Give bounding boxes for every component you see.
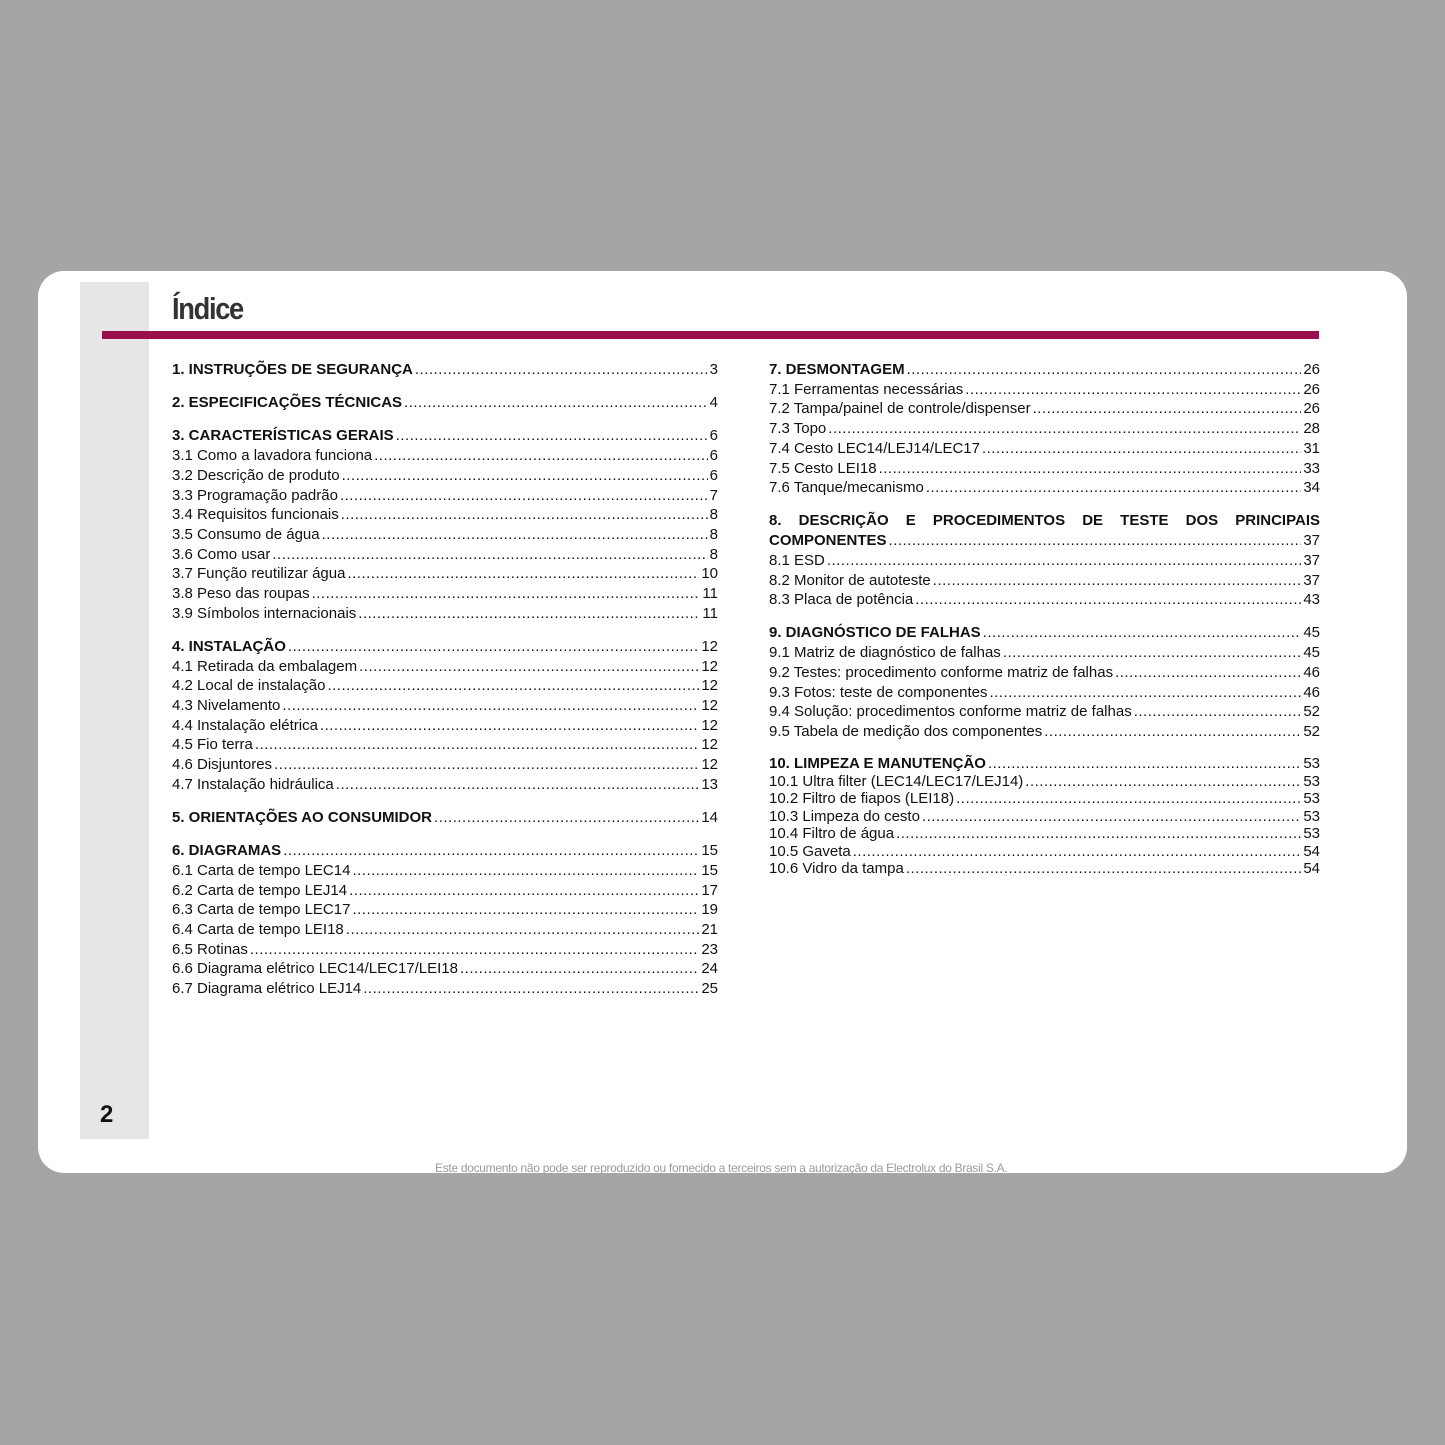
toc-page-number: 54 (1303, 860, 1320, 878)
toc-entry-label: 7.6 Tanque/mecanismo (769, 479, 924, 497)
toc-heading-label: 4. INSTALAÇÃO (172, 637, 286, 655)
toc-entry-label: 6.5 Rotinas (172, 940, 248, 958)
toc-entry[interactable] (172, 775, 718, 795)
toc-page-number: 8 (709, 545, 718, 563)
dot-leader (879, 459, 1302, 479)
dot-leader (320, 716, 699, 736)
toc-page-number: 45 (1303, 644, 1320, 662)
toc-entry[interactable] (769, 459, 1320, 479)
toc-entry[interactable] (172, 564, 718, 584)
dot-leader (956, 790, 1301, 808)
toc-page-number: 46 (1303, 683, 1320, 701)
toc-left-column (172, 360, 718, 1012)
toc-page-number: 17 (701, 881, 718, 899)
toc-entry[interactable] (172, 881, 718, 901)
toc-entry[interactable] (769, 419, 1320, 439)
toc-page-number: 26 (1303, 400, 1320, 418)
toc-entry[interactable] (172, 861, 718, 881)
toc-entry-label: 9.3 Fotos: teste de componentes (769, 683, 988, 701)
toc-entry-label: 6.7 Diagrama elétrico LEJ14 (172, 980, 362, 998)
toc-entry[interactable] (172, 486, 718, 506)
toc-entry[interactable] (769, 380, 1320, 400)
toc-entry[interactable] (769, 790, 1320, 808)
toc-page-number: 53 (1303, 755, 1320, 773)
toc-entry[interactable] (769, 439, 1320, 459)
toc-entry-label: 10.1 Ultra filter (LEC14/LEC17/LEJ14) (769, 772, 1024, 790)
toc-page-number: 33 (1303, 459, 1320, 477)
toc-entry-label: 3.4 Requisitos funcionais (172, 506, 339, 524)
toc-entry-label: 3.9 Símbolos internacionais (172, 604, 357, 622)
toc-page-number: 15 (701, 861, 718, 879)
dot-leader (926, 478, 1301, 498)
dot-leader (989, 683, 1301, 703)
toc-entry-label: 3.7 Função reutilizar água (172, 565, 346, 583)
toc-page-number: 52 (1303, 703, 1320, 721)
toc-entry-label: 4.2 Local de instalação (172, 677, 326, 695)
toc-entry-label: 3.1 Como a lavadora funciona (172, 447, 373, 465)
dot-leader (352, 861, 699, 881)
dot-leader (434, 808, 699, 828)
dot-leader (965, 380, 1301, 400)
toc-heading[interactable] (172, 426, 718, 446)
toc-section-8 (769, 511, 1320, 610)
toc-entry[interactable] (172, 900, 718, 920)
toc-entry[interactable] (172, 604, 718, 624)
toc-entry[interactable] (769, 551, 1320, 571)
toc-entry-label: 9.4 Solução: procedimentos conforme matriz de falhas (769, 703, 1132, 721)
toc-entry-label: 10.2 Filtro de fiapos (LEI18) (769, 790, 955, 808)
toc-entry[interactable] (769, 808, 1320, 826)
toc-page-number: 13 (701, 775, 718, 793)
dot-leader (250, 940, 699, 960)
dot-leader (922, 808, 1301, 826)
footer-disclaimer: Este documento não pode ser reproduzido ou fornecido a terceiros sem a autorização da Electrolux do Brasil S.A. (435, 1161, 1008, 1175)
toc-page-number: 54 (1303, 842, 1320, 860)
toc-page-number: 11 (702, 585, 718, 603)
toc-page-number: 31 (1303, 439, 1320, 457)
toc-entry[interactable] (769, 843, 1320, 861)
toc-page-number: 52 (1303, 722, 1320, 740)
toc-entry[interactable] (172, 525, 718, 545)
toc-page-number: 45 (1303, 624, 1320, 642)
toc-heading[interactable] (769, 531, 1320, 551)
dot-leader (327, 676, 699, 696)
dot-leader (341, 505, 708, 525)
toc-page-number: 11 (702, 604, 718, 622)
document-page (38, 271, 1407, 1173)
toc-page-number: 46 (1303, 663, 1320, 681)
dot-leader (827, 551, 1301, 571)
toc-page-number: 34 (1303, 479, 1320, 497)
toc-entry-label: 3.2 Descrição de produto (172, 466, 340, 484)
dot-leader (1044, 722, 1301, 742)
toc-page-number: 3 (709, 361, 718, 378)
toc-page-number: 26 (1303, 361, 1320, 378)
toc-page-number: 53 (1303, 790, 1320, 808)
toc-page-number: 28 (1303, 420, 1320, 438)
dot-leader (374, 446, 708, 466)
dot-leader (322, 525, 708, 545)
toc-entry-label: 10.5 Gaveta (769, 842, 851, 860)
toc-entry-label: 4.3 Nivelamento (172, 697, 281, 715)
toc-page-number: 8 (709, 506, 718, 524)
toc-heading-label: 2. ESPECIFICAÇÕES TÉCNICAS (172, 394, 403, 412)
toc-entry[interactable] (172, 696, 718, 716)
toc-right-column (769, 360, 1320, 891)
toc-page-number: 12 (701, 697, 718, 715)
toc-entry[interactable] (769, 663, 1320, 683)
toc-entry-label: 4.7 Instalação hidráulica (172, 775, 334, 793)
dot-leader (988, 755, 1301, 773)
toc-section-4 (172, 637, 718, 795)
title-rule (102, 331, 1319, 339)
toc-page-number: 12 (701, 657, 718, 675)
toc-page-number: 24 (701, 960, 718, 978)
toc-entry-label: 10.6 Vidro da tampa (769, 860, 904, 878)
toc-page-number: 4 (709, 394, 718, 412)
toc-page-number: 43 (1303, 591, 1320, 609)
toc-entry-label: 6.1 Carta de tempo LEC14 (172, 861, 351, 879)
toc-page-number: 37 (1303, 532, 1320, 550)
dot-leader (828, 419, 1301, 439)
toc-section-2 (172, 393, 718, 413)
toc-entry[interactable] (172, 446, 718, 466)
toc-entry-label: 3.3 Programação padrão (172, 486, 338, 504)
toc-entry[interactable] (172, 716, 718, 736)
toc-entry[interactable] (172, 959, 718, 979)
toc-entry-label: 7.4 Cesto LEC14/LEJ14/LEC17 (769, 439, 980, 457)
toc-heading-label: 1. INSTRUÇÕES DE SEGURANÇA (172, 361, 413, 378)
toc-page-number: 7 (709, 486, 718, 504)
toc-entry-label: 7.1 Ferramentas necessárias (769, 380, 964, 398)
toc-page-number: 12 (701, 736, 718, 754)
dot-leader (288, 637, 699, 657)
dot-leader (282, 696, 699, 716)
toc-page-number: 12 (701, 637, 718, 655)
toc-heading[interactable] (172, 808, 718, 828)
toc-entry-label: 3.8 Peso das roupas (172, 585, 310, 603)
toc-entry-label: 10.4 Filtro de água (769, 825, 895, 843)
toc-entry-label: 4.6 Disjuntores (172, 756, 273, 774)
dot-leader (359, 657, 699, 677)
toc-entry[interactable] (769, 702, 1320, 722)
page-number: 2 (100, 1101, 114, 1128)
dot-leader (349, 881, 699, 901)
toc-entry-label: 6.4 Carta de tempo LEI18 (172, 921, 344, 939)
dot-leader (460, 959, 699, 979)
toc-entry[interactable] (769, 683, 1320, 703)
dot-leader (1025, 773, 1301, 791)
toc-page-number: 6 (709, 447, 718, 465)
toc-heading[interactable] (769, 360, 1320, 380)
dot-leader (347, 564, 699, 584)
toc-entry[interactable] (769, 722, 1320, 742)
dot-leader (342, 466, 708, 486)
dot-leader (896, 825, 1301, 843)
toc-entry-label: 3.5 Consumo de água (172, 525, 320, 543)
toc-page-number: 15 (701, 842, 718, 860)
toc-heading[interactable] (172, 393, 718, 413)
dot-leader (1134, 702, 1302, 722)
dot-leader (336, 775, 700, 795)
toc-page-number: 37 (1303, 551, 1320, 569)
toc-entry[interactable] (769, 860, 1320, 878)
dot-leader (906, 860, 1301, 878)
dot-leader (415, 360, 708, 380)
dot-leader (1003, 643, 1302, 663)
toc-entry[interactable] (172, 940, 718, 960)
toc-page-number: 23 (701, 940, 718, 958)
toc-entry[interactable] (769, 773, 1320, 791)
toc-entry[interactable] (172, 466, 718, 486)
toc-entry[interactable] (172, 920, 718, 940)
toc-page-number: 21 (701, 921, 718, 939)
dot-leader (853, 843, 1302, 861)
toc-heading-label: 3. CARACTERÍSTICAS GERAIS (172, 427, 394, 445)
toc-section-5 (172, 808, 718, 828)
toc-entry[interactable] (172, 755, 718, 775)
dot-leader (272, 545, 707, 565)
toc-entry[interactable] (769, 825, 1320, 843)
toc-entry-label: 7.2 Tampa/painel de controle/dispenser (769, 400, 1031, 418)
toc-entry-label: 9.5 Tabela de medição dos componentes (769, 722, 1043, 740)
toc-section-3 (172, 426, 718, 623)
toc-heading[interactable] (769, 755, 1320, 773)
toc-page-number: 25 (701, 980, 718, 998)
toc-entry-label: 8.3 Placa de potência (769, 591, 914, 609)
toc-heading-label: 5. ORIENTAÇÕES AO CONSUMIDOR (172, 809, 433, 827)
toc-page-number: 53 (1303, 772, 1320, 790)
toc-page-number: 53 (1303, 825, 1320, 843)
toc-section-9 (769, 623, 1320, 741)
toc-page-number: 26 (1303, 380, 1320, 398)
dot-leader (396, 426, 708, 446)
dot-leader (933, 571, 1302, 591)
dot-leader (363, 979, 699, 999)
dot-leader (283, 841, 699, 861)
toc-page-number: 6 (709, 466, 718, 484)
dot-leader (1115, 663, 1301, 683)
toc-entry[interactable] (172, 584, 718, 604)
toc-page-number: 12 (701, 716, 718, 734)
toc-heading-line1[interactable]: 8. DESCRIÇÃO E PROCEDIMENTOS DE TESTE DOS PRINCIPAIS (769, 512, 1320, 530)
toc-heading-label: 6. DIAGRAMAS (172, 842, 282, 860)
toc-entry-label: 4.1 Retirada da embalagem (172, 657, 358, 675)
toc-page-number: 14 (701, 809, 718, 827)
toc-entry[interactable] (172, 505, 718, 525)
toc-entry-label: 6.3 Carta de tempo LEC17 (172, 901, 351, 919)
toc-entry-label: 3.6 Como usar (172, 545, 271, 563)
dot-leader (346, 920, 700, 940)
toc-section-7 (769, 360, 1320, 498)
dot-leader (358, 604, 700, 624)
toc-page-number: 37 (1303, 571, 1320, 589)
toc-entry[interactable] (172, 735, 718, 755)
toc-entry[interactable] (172, 676, 718, 696)
toc-entry[interactable] (172, 657, 718, 677)
toc-entry-label: 6.2 Carta de tempo LEJ14 (172, 881, 348, 899)
toc-heading[interactable] (172, 360, 718, 380)
toc-entry[interactable] (172, 545, 718, 565)
toc-page-number: 8 (709, 525, 718, 543)
toc-heading-label: COMPONENTES (769, 532, 887, 550)
dot-leader (982, 439, 1301, 459)
toc-heading[interactable] (769, 623, 1320, 643)
toc-entry[interactable] (769, 399, 1320, 419)
toc-entry-label: 7.3 Topo (769, 420, 827, 438)
toc-section-1 (172, 360, 718, 380)
dot-leader (889, 531, 1302, 551)
dot-leader (915, 590, 1301, 610)
dot-leader (983, 623, 1302, 643)
toc-entry[interactable] (769, 478, 1320, 498)
toc-entry-label: 9.1 Matriz de diagnóstico de falhas (769, 644, 1001, 662)
toc-entry[interactable] (769, 643, 1320, 663)
toc-section-6 (172, 841, 718, 999)
toc-entry-label: 4.5 Fio terra (172, 736, 253, 754)
toc-entry-label: 8.2 Monitor de autoteste (769, 571, 931, 589)
toc-entry[interactable] (172, 979, 718, 999)
toc-entry-label: 4.4 Instalação elétrica (172, 716, 318, 734)
dot-leader (404, 393, 708, 413)
side-strip (80, 282, 149, 1139)
toc-heading-label: 7. DESMONTAGEM (769, 361, 905, 378)
toc-section-10 (769, 755, 1320, 878)
toc-page-number: 12 (701, 677, 718, 695)
dot-leader (312, 584, 701, 604)
dot-leader (907, 360, 1302, 380)
toc-entry-label: 6.6 Diagrama elétrico LEC14/LEC17/LEI18 (172, 960, 458, 978)
dot-leader (340, 486, 708, 506)
toc-page-number: 6 (709, 427, 718, 445)
toc-entry-label: 8.1 ESD (769, 551, 825, 569)
toc-entry-label: 10.3 Limpeza do cesto (769, 807, 920, 825)
toc-heading-label: 10. LIMPEZA E MANUTENÇÃO (769, 755, 986, 773)
toc-heading[interactable] (172, 637, 718, 657)
dot-leader (274, 755, 699, 775)
toc-page-number: 53 (1303, 807, 1320, 825)
toc-page-number: 10 (701, 565, 718, 583)
toc-entry-label: 7.5 Cesto LEI18 (769, 459, 877, 477)
toc-heading-label: 9. DIAGNÓSTICO DE FALHAS (769, 624, 981, 642)
toc-page-number: 12 (701, 756, 718, 774)
toc-entry-label: 9.2 Testes: procedimento conforme matriz de falhas (769, 663, 1114, 681)
toc-entry[interactable] (769, 590, 1320, 610)
dot-leader (255, 735, 699, 755)
page-title: Índice (172, 291, 243, 326)
toc-heading[interactable] (172, 841, 718, 861)
dot-leader (352, 900, 699, 920)
toc-page-number: 19 (701, 901, 718, 919)
toc-entry[interactable] (769, 571, 1320, 591)
dot-leader (1033, 399, 1302, 419)
